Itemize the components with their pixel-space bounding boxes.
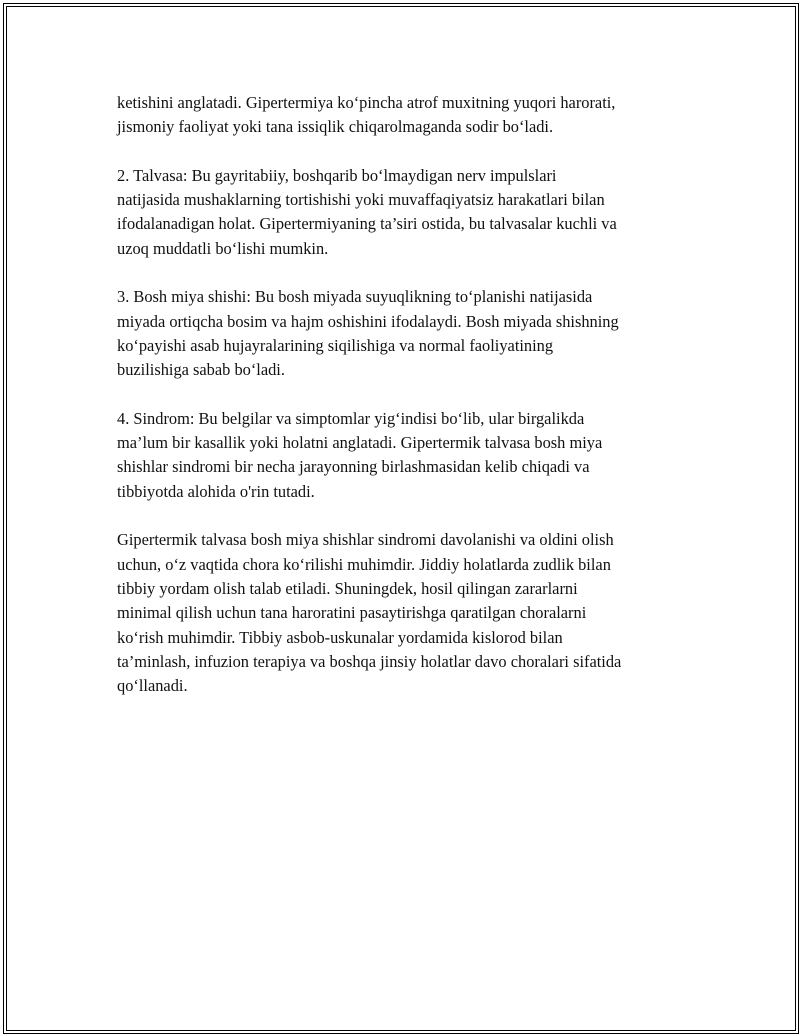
text-line: ifodalanadigan holat. Gipertermiyaning ta’siri ostida, bu talvasalar kuchli va <box>117 214 617 234</box>
text-line: 3. Bosh miya shishi: Bu bosh miyada suyuqlikning to‘planishi natijasida <box>117 287 593 307</box>
text-line: uchun, o‘z vaqtida chora ko‘rilishi muhimdir. Jiddiy holatlarda zudlik bilan <box>117 554 611 574</box>
text-line: natijasida mushaklarning tortishishi yoki muvaffaqiyatsiz harakatlari bilan <box>117 190 605 210</box>
text-line: 2. Talvasa: Bu gayritabiiy, boshqarib bo‘lmaydigan nerv impulslari <box>117 165 557 185</box>
text-line: ma’lum bir kasallik yoki holatni anglatadi. Gipertermik talvasa bosh miya <box>117 433 603 453</box>
paragraph-bosh-miya-shishi <box>117 285 687 382</box>
text-line: 4. Sindrom: Bu belgilar va simptomlar yig‘indisi bo‘lib, ular birgalikda <box>117 408 585 428</box>
paragraph-sindrom <box>117 407 687 504</box>
paragraph-treatment <box>117 528 687 698</box>
text-line: buzilishiga sabab bo‘ladi. <box>117 360 285 380</box>
text-line: shishlar sindromi bir necha jarayonning birlashmasidan kelib chiqadi va <box>117 457 590 477</box>
text-line: tibbiyotda alohida o'rin tutadi. <box>117 481 315 501</box>
text-line: ko‘rish muhimdir. Tibbiy asbob-uskunalar yordamida kislorod bilan <box>117 627 563 647</box>
text-line: qo‘llanadi. <box>117 676 188 696</box>
paragraph-hyperthermia-intro <box>117 91 687 140</box>
text-line: uzoq muddatli bo‘lishi mumkin. <box>117 238 329 258</box>
text-line: Gipertermik talvasa bosh miya shishlar sindromi davolanishi va oldini olish <box>117 530 614 550</box>
paragraph-talvasa <box>117 164 687 261</box>
text-line: tibbiy yordam olish talab etiladi. Shuningdek, hosil qilingan zararlarni <box>117 578 578 598</box>
text-line: ko‘payishi asab hujayralarining siqilishiga va normal faoliyatining <box>117 335 554 355</box>
text-line: ta’minlash, infuzion terapiya va boshqa jinsiy holatlar davo choralari sifatida <box>117 651 622 671</box>
text-line: minimal qilish uchun tana haroratini pasaytirishga qaratilgan choralarni <box>117 603 587 623</box>
text-line: miyada ortiqcha bosim va hajm oshishini ifodalaydi. Bosh miyada shishning <box>117 311 619 331</box>
text-line: jismoniy faoliyat yoki tana issiqlik chiqarolmaganda sodir bo‘ladi. <box>117 117 554 137</box>
text-line: ketishini anglatadi. Gipertermiya ko‘pincha atrof muxitning yuqori harorati, <box>117 93 616 112</box>
document-body <box>117 91 687 723</box>
